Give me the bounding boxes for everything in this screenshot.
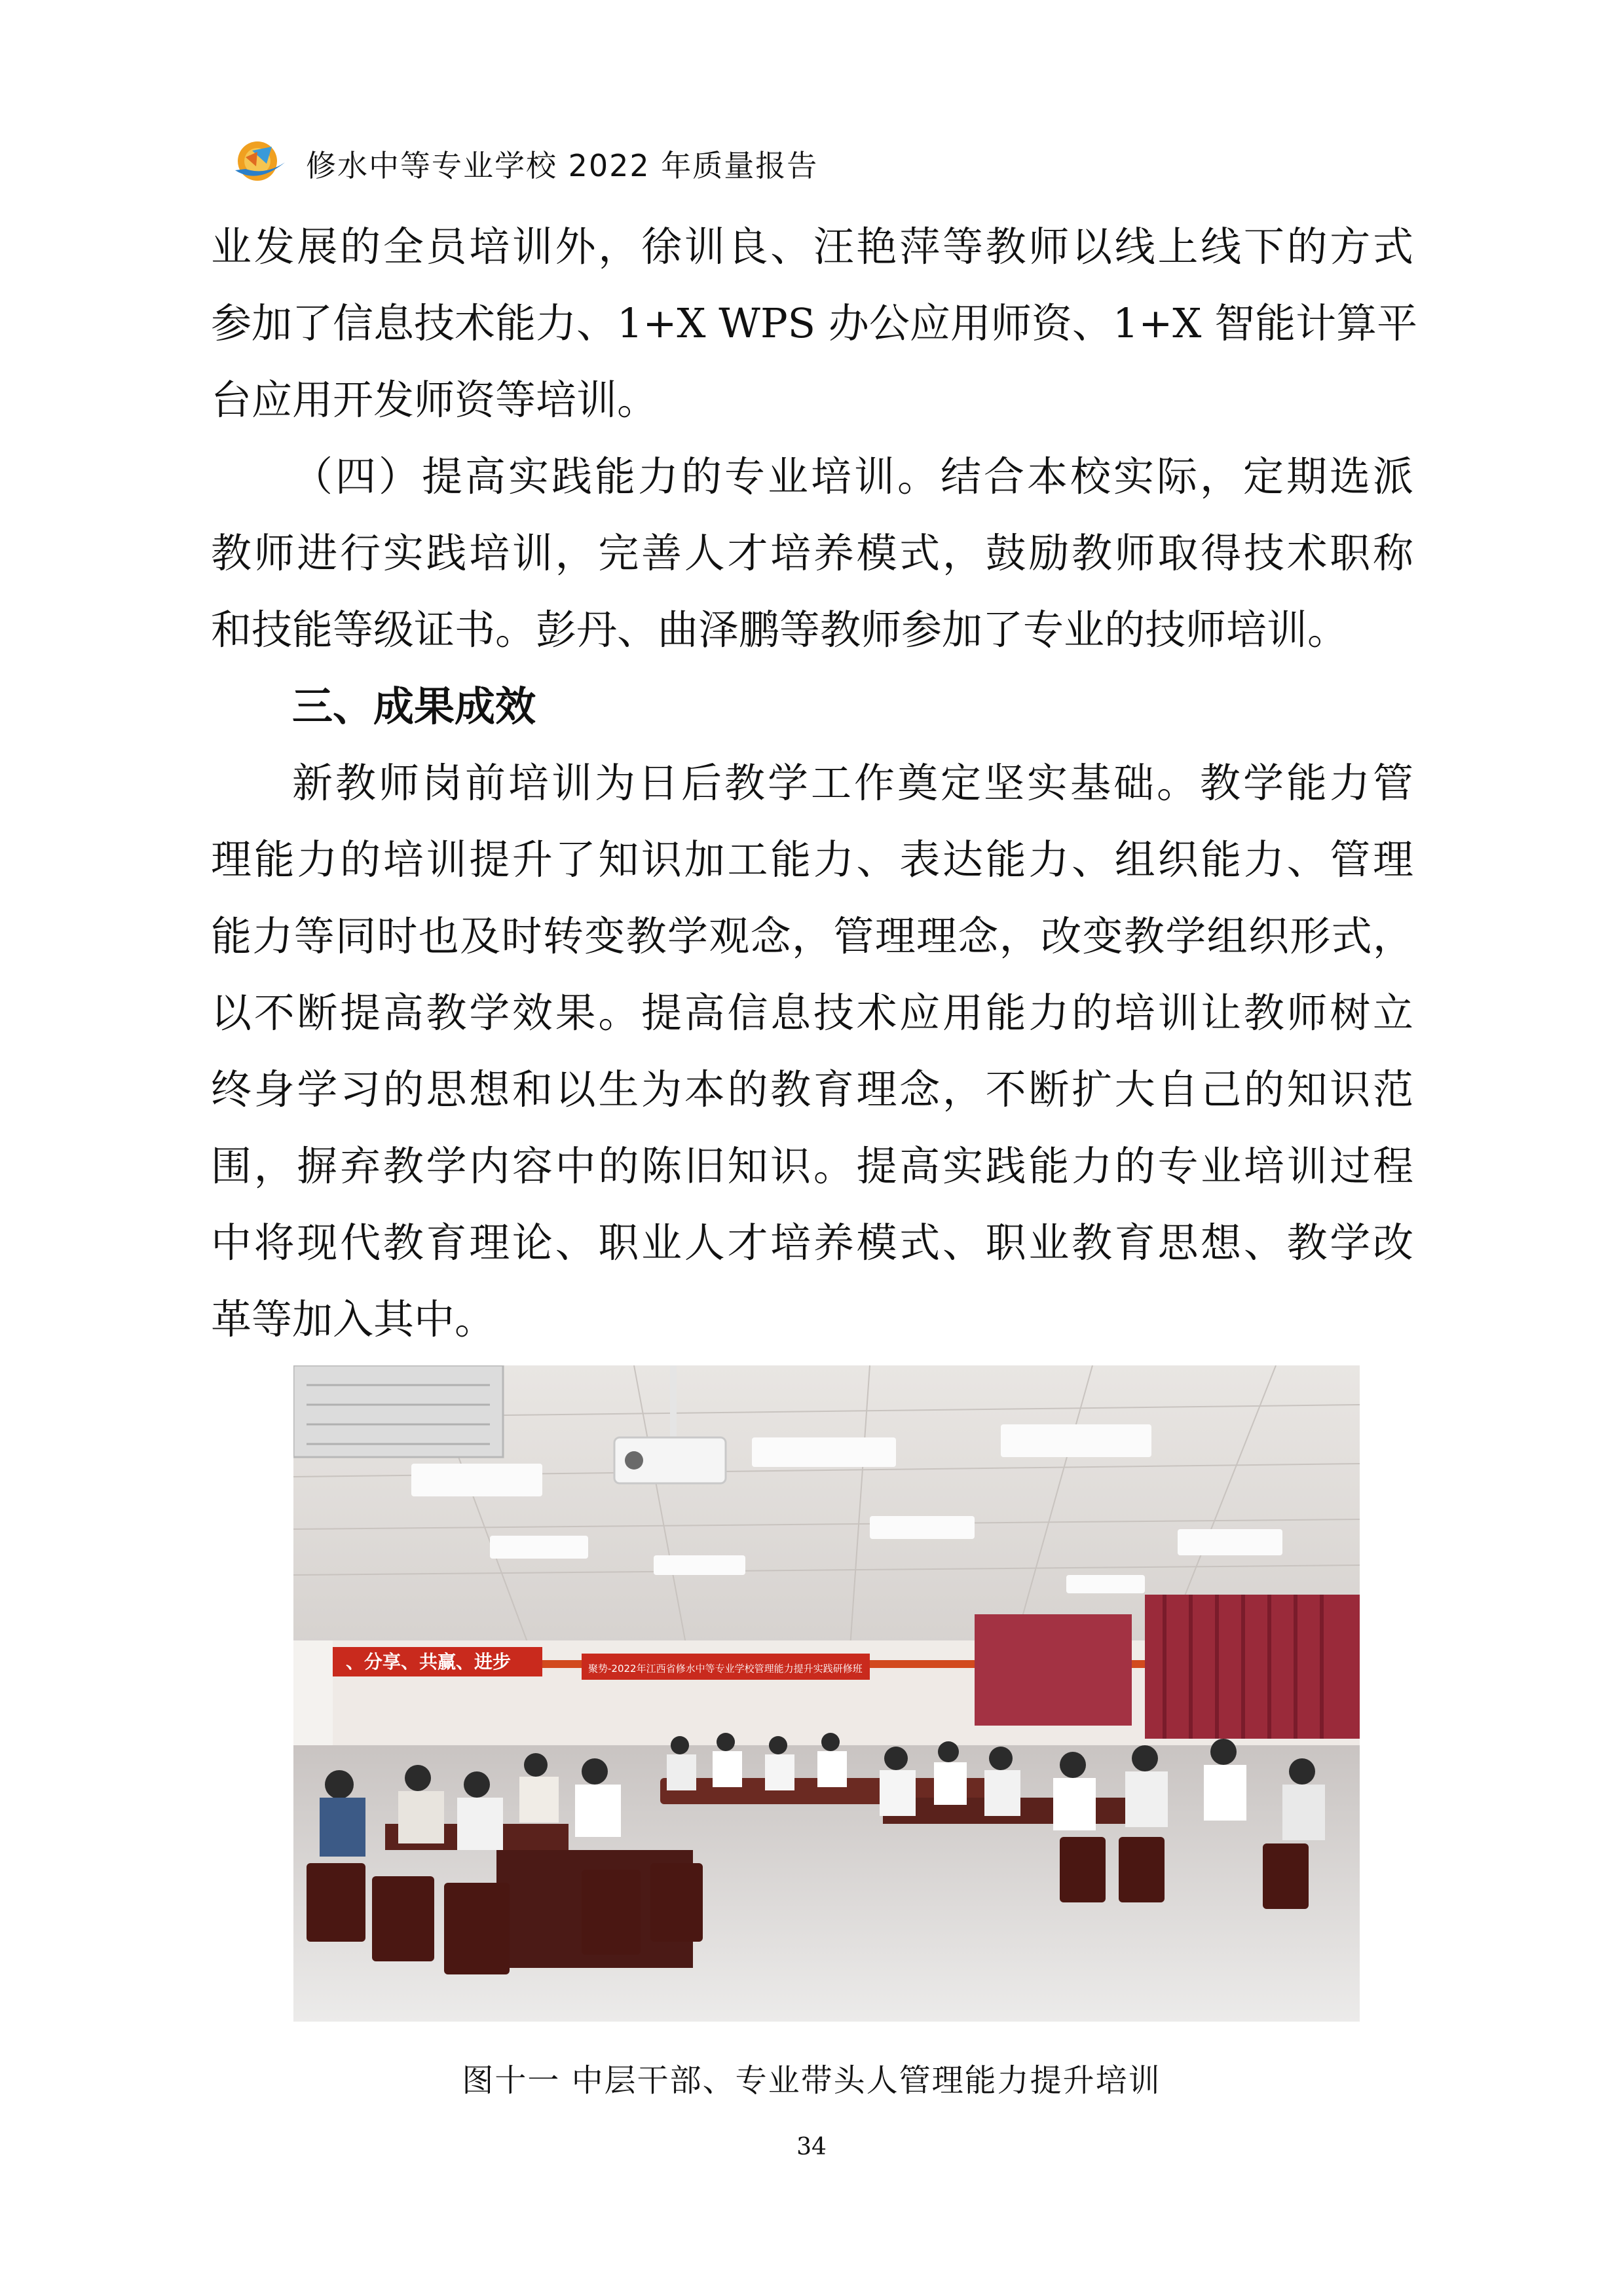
paragraph-line: 新教师岗前培训为日后教学工作奠定坚实基础。教学能力管 <box>292 759 1413 807</box>
paragraph-line: 和技能等级证书。彭丹、曲泽鹏等教师参加了专业的技师培训。 <box>211 606 1349 654</box>
figure-caption: 图十一 中层干部、专业带头人管理能力提升培训 <box>462 2062 1161 2099</box>
section-heading: 三、成果成效 <box>292 682 536 730</box>
page-number: 34 <box>796 2134 827 2160</box>
training-room-illustration <box>293 1365 1360 2022</box>
banner-left-text: 、分享、共赢、进步 <box>346 1651 512 1673</box>
paragraph-line: 革等加入其中。 <box>211 1295 496 1343</box>
paragraph-line: （四）提高实践能力的专业培训。结合本校实际，定期选派 <box>292 453 1413 500</box>
training-photo <box>293 1365 1360 2022</box>
body-text <box>211 208 1418 1358</box>
paragraph-line: 教师进行实践培训，完善人才培养模式，鼓励教师取得技术职称 <box>211 529 1413 577</box>
paragraph-line: 终身学习的思想和以生为本的教育理念，不断扩大自己的知识范 <box>211 1065 1413 1113</box>
paragraph-line: 理能力的培训提升了知识加工能力、表达能力、组织能力、管理 <box>211 836 1413 883</box>
page-header <box>226 134 818 193</box>
paragraph-line: 能力等同时也及时转变教学观念，管理理念，改变教学组织形式， <box>211 912 1413 960</box>
paragraph-line: 围，摒弃教学内容中的陈旧知识。提高实践能力的专业培训过程 <box>211 1142 1413 1190</box>
paragraph-line: 业发展的全员培训外，徐训良、汪艳萍等教师以线上线下的方式 <box>211 223 1413 270</box>
paragraph-line: 台应用开发师资等培训。 <box>211 376 658 424</box>
paragraph-line: 参加了信息技术能力、1+X WPS 办公应用师资、1+X 智能计算平 <box>211 299 1418 347</box>
report-title: 修水中等专业学校 2022 年质量报告 <box>306 148 819 183</box>
banner-center-text: 聚势-2022年江西省修水中等专业学校管理能力提升实践研修班 <box>588 1663 863 1675</box>
paragraph-line: 以不断提高教学效果。提高信息技术应用能力的培训让教师树立 <box>211 989 1413 1037</box>
paragraph-line: 中将现代教育理论、职业人才培养模式、职业教育思想、教学改 <box>211 1219 1413 1267</box>
school-logo-icon <box>226 138 291 190</box>
